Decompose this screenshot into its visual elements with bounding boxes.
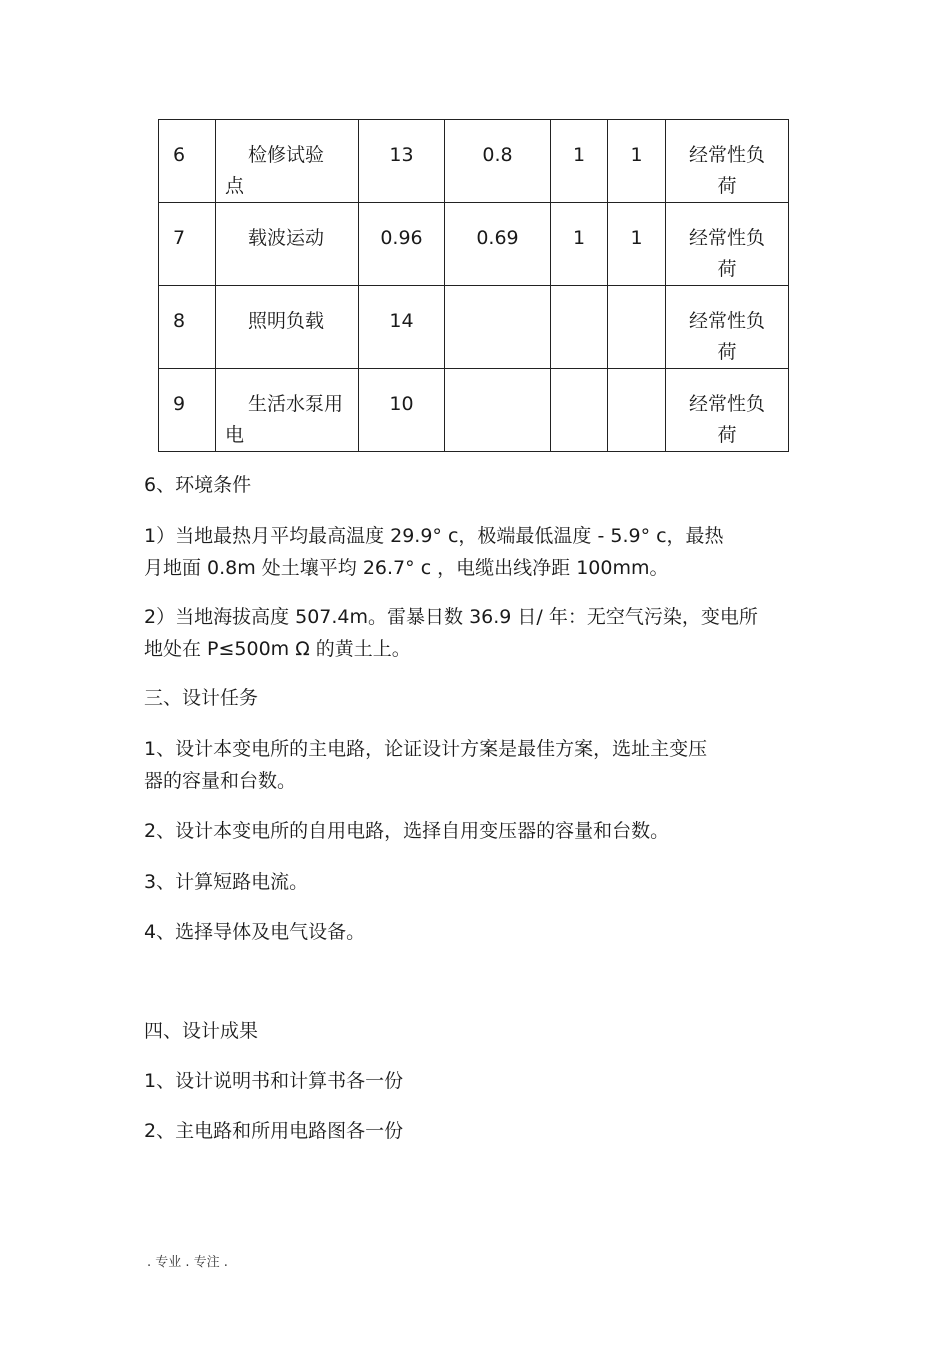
task-item-2: 2、设计本变电所的自用电路，选择自用变压器的容量和台数。 [144,820,670,842]
table-row [159,203,789,286]
table-row [159,369,789,452]
environment-item-1-line-1: 1）当地最热月平均最高温度 29.9° c，极端最低温度 - 5.9° c，最热 [144,525,724,547]
task-item-1-line-2: 器的容量和台数。 [144,770,297,792]
value-cell: 14 [359,286,445,369]
value-cell [608,286,666,369]
value-cell [608,369,666,452]
value-cell: 0.96 [359,203,445,286]
row-number-cell: 6 [159,120,216,203]
result-item-1: 1、设计说明书和计算书各一份 [144,1070,404,1092]
value-cell: 0.8 [445,120,551,203]
load-table [158,119,789,452]
value-cell: 1 [608,120,666,203]
value-cell: 1 [551,120,608,203]
value-cell: 10 [359,369,445,452]
load-name-cell: 照明负载 [216,286,359,369]
table-row [159,286,789,369]
environment-item-1-line-2: 月地面 0.8m 处土壤平均 26.7° c ，电缆出线净距 100mm。 [144,557,669,579]
page-footer: . 专业 . 专注 . [147,1255,228,1270]
row-number-cell: 8 [159,286,216,369]
value-cell [551,369,608,452]
value-cell [445,369,551,452]
value-cell [445,286,551,369]
task-heading: 三、设计任务 [144,687,259,709]
task-item-1-line-1: 1、设计本变电所的主电路，论证设计方案是最佳方案，选址主变压 [144,738,708,760]
load-nature-cell: 经常性负 荷 [666,286,789,369]
environment-item-2-line-1: 2）当地海拔高度 507.4m。雷暴日数 36.9 日/ 年：无空气污染，变电所 [144,606,758,628]
environment-item-2-line-2: 地处在 P≤500m Ω 的黄土上。 [144,638,411,660]
load-nature-cell: 经常性负 荷 [666,369,789,452]
load-name-cell: 载波运动 [216,203,359,286]
result-item-2: 2、主电路和所用电路图各一份 [144,1120,404,1142]
task-item-3: 3、计算短路电流。 [144,871,309,893]
environment-heading: 6、环境条件 [144,474,252,496]
table-row [159,120,789,203]
result-heading: 四、设计成果 [144,1020,259,1042]
load-name-cell: 生活水泵用 电 [216,369,359,452]
row-number-cell: 7 [159,203,216,286]
value-cell: 0.69 [445,203,551,286]
load-nature-cell: 经常性负 荷 [666,120,789,203]
load-name-cell: 检修试验 点 [216,120,359,203]
value-cell: 1 [608,203,666,286]
load-nature-cell: 经常性负 荷 [666,203,789,286]
value-cell: 13 [359,120,445,203]
value-cell [551,286,608,369]
value-cell: 1 [551,203,608,286]
task-item-4: 4、选择导体及电气设备。 [144,921,366,943]
row-number-cell: 9 [159,369,216,452]
